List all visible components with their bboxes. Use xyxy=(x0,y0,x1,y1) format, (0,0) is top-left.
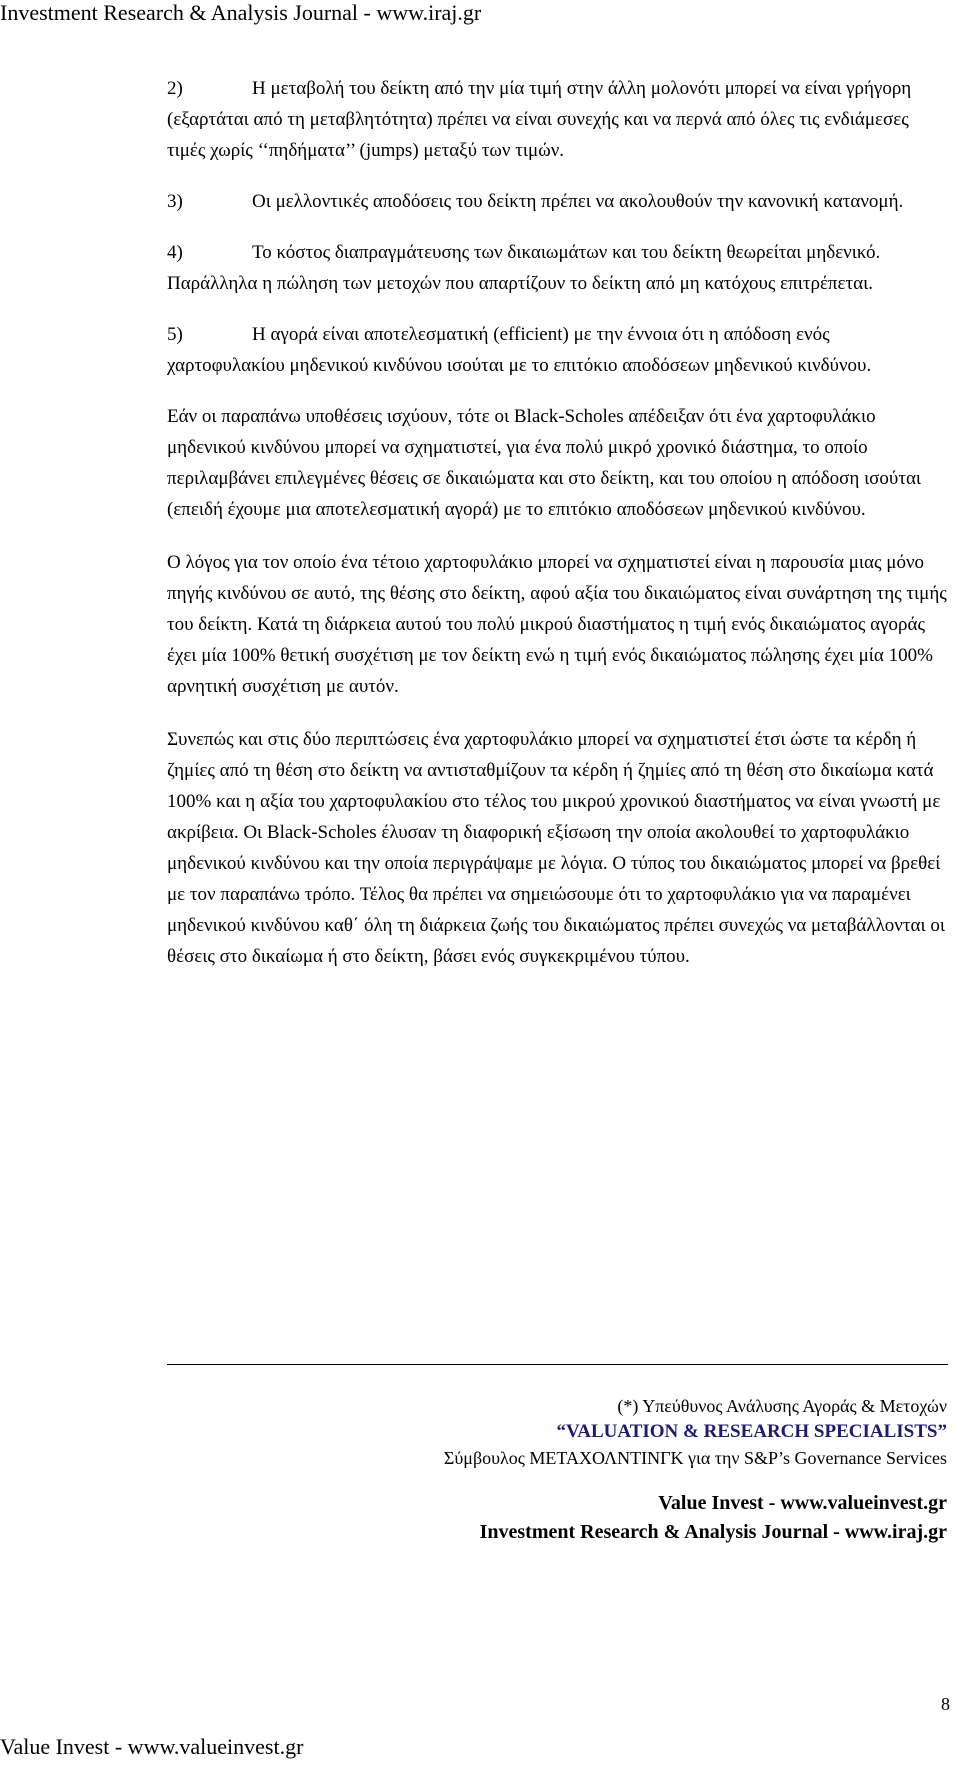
page-footer-site: Value Invest - www.valueinvest.gr xyxy=(0,1734,304,1759)
footnote-divider xyxy=(167,1364,948,1365)
list-item-text: Η αγορά είναι αποτελεσματική (efficient) με την έννοια ότι η απόδοση ενός χαρτοφυλακίου μηδενικού κινδύνου ισούται με το επιτόκιο αποδόσεων μηδενικού κινδύνου. xyxy=(167,324,872,376)
list-item-text: Το κόστος διαπραγμάτευσης των δικαιωμάτων και του δείκτη θεωρείται μηδενικό. Παράλληλα η πώληση των μετοχών που απαρτίζουν το δείκτη από μη κατόχους επιτρέπεται. xyxy=(167,242,881,294)
list-item xyxy=(167,319,947,381)
page-number: 8 xyxy=(941,1694,950,1714)
footer-link-valueinvest: Value Invest - www.valueinvest.gr xyxy=(658,1492,947,1514)
footnote-company: “VALUATION & RESEARCH SPECIALISTS” xyxy=(556,1421,947,1442)
footer-links xyxy=(167,1489,947,1547)
footer-link-iraj: Investment Research & Analysis Journal - www.iraj.gr xyxy=(479,1521,947,1543)
footnote-advisor: Σύμβουλος ΜΕΤΑΧΟΛΝΤΙΝΓΚ για την S&P’s Governance Services xyxy=(443,1448,947,1468)
paragraph-black-scholes-proof: Εάν οι παραπάνω υποθέσεις ισχύουν, τότε οι Black-Scholes απέδειξαν ότι ένα χαρτοφυλάκιο μηδενικού κινδύνου μπορεί να σχηματιστεί, για ένα πολύ μικρό χρονικό διάστημα, το οποίο περιλαμβάνει επιλεγμένες θέσεις σε δικαιώματα και στο δείκτη, και του οποίου η απόδοση ισούται (επειδή έχουμε μια αποτελεσματική αγορά) με το επιτόκιο αποδόσεων μηδενικού κινδύνου. xyxy=(167,406,922,520)
page-header-title: Investment Research & Analysis Journal - www.iraj.gr xyxy=(0,0,482,25)
list-item-number: 4) xyxy=(167,242,183,263)
list-item-text: Οι μελλοντικές αποδόσεις του δείκτη πρέπει να ακολουθούν την κανονική κατανομή. xyxy=(252,191,904,212)
list-item xyxy=(167,73,947,166)
list-item xyxy=(167,186,947,217)
list-item-text: Η μεταβολή του δείκτη από την μία τιμή στην άλλη μολονότι μπορεί να είναι γρήγορη (εξαρτάται από τη μεταβλητότητα) πρέπει να είναι συνεχής και να περνά από όλες τις ενδιάμεσες τιμές χωρίς ‘‘πηδήματα’’ (jumps) μεταξύ των τιμών. xyxy=(167,78,912,161)
list-item-number: 2) xyxy=(167,78,183,99)
list-item xyxy=(167,237,947,299)
author-footnote xyxy=(167,1393,947,1471)
list-item-number: 3) xyxy=(167,191,183,212)
paragraph-hedging-portfolio: Συνεπώς και στις δύο περιπτώσεις ένα χαρτοφυλάκιο μπορεί να σχηματιστεί έτσι ώστε τα κέρδη ή ζημίες από τη θέση στο δείκτη να αντισταθμίζουν τα κέρδη ή ζημίες από τη θέση στο δικαίωμα κατά 100% και η αξία του χαρτοφυλακίου στο τέλος του μικρού χρονικού διαστήματος να είναι γνωστή με ακρίβεια. Οι Black-Scholes έλυσαν τη διαφορική εξίσωση την οποία ακολουθεί το χαρτοφυλάκιο μηδενικού κινδύνου και την οποία περιγράψαμε με λόγια. Ο τύπος του δικαιώματος μπορεί να βρεθεί με τον παραπάνω τρόπο. Τέλος θα πρέπει να σημειώσουμε ότι το χαρτοφυλάκιο για να παραμένει μηδενικού κινδύνου καθ΄ όλη τη διάρκεια ζωής του δικαιώματος πρέπει συνεχώς να μεταβάλλονται οι θέσεις στο δικαίωμα ή στο δείκτη, βάσει ενός συγκεκριμένου τύπου. xyxy=(167,729,945,967)
article-body xyxy=(167,73,947,994)
paragraph-single-risk-source: Ο λόγος για τον οποίο ένα τέτοιο χαρτοφυλάκιο μπορεί να σχηματιστεί είναι η παρουσία μιας μόνο πηγής κινδύνου σε αυτό, της θέσης στο δείκτη, αφού αξία του δικαιώματος είναι συνάρτηση της τιμής του δείκτη. Κατά τη διάρκεια αυτού του πολύ μικρού διαστήματος η τιμή ενός δικαιώματος αγοράς έχει μία 100% θετική συσχέτιση με τον δείκτη ενώ η τιμή ενός δικαιώματος πώλησης έχει μία 100% αρνητική συσχέτιση με αυτόν. xyxy=(167,552,947,697)
list-item-number: 5) xyxy=(167,324,183,345)
footnote-role: (*) Υπεύθυνος Ανάλυσης Αγοράς & Μετοχών xyxy=(617,1396,947,1416)
